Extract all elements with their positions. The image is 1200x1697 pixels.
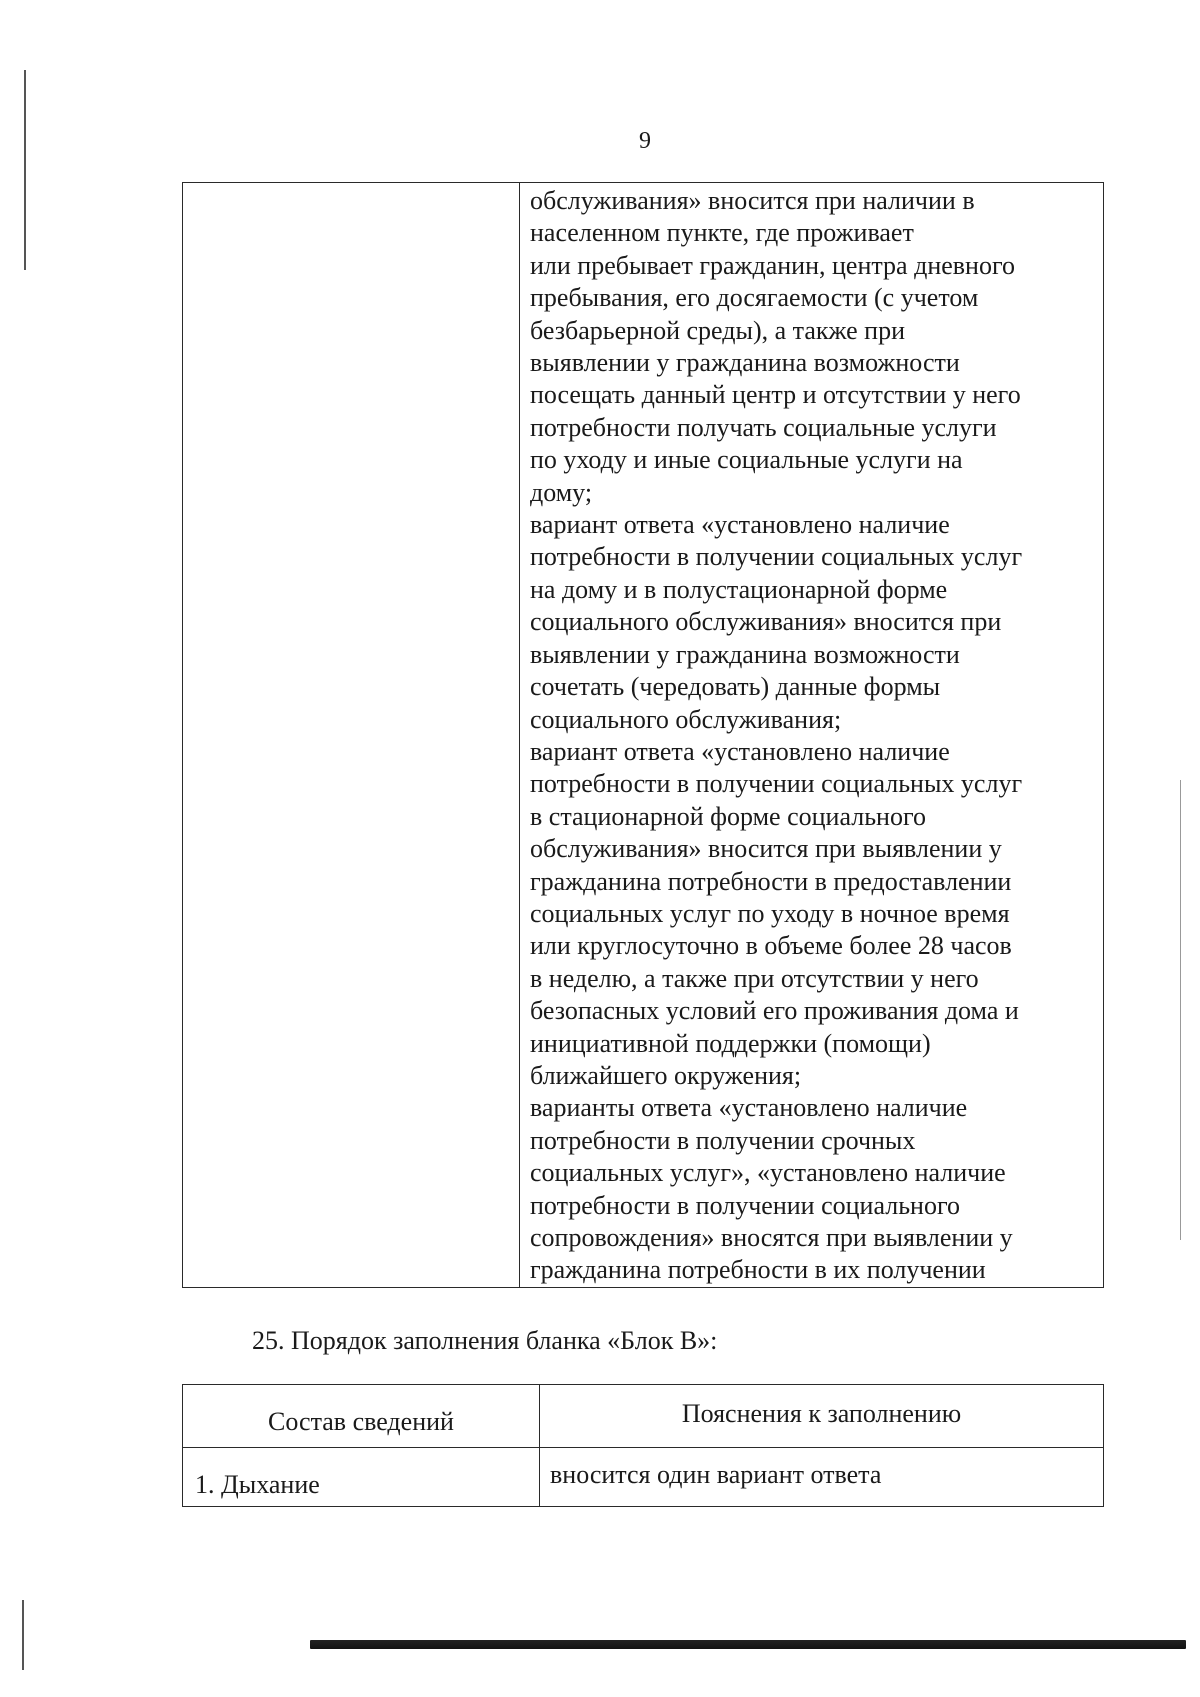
table-cell-explanation: вносится один вариант ответа <box>540 1448 1104 1507</box>
section-heading: 25. Порядок заполнения бланка «Блок В»: <box>252 1326 718 1355</box>
page-number: 9 <box>639 128 651 154</box>
text-line: дому; <box>530 477 593 507</box>
text-line: обслуживания» вносится при наличии в <box>530 186 975 215</box>
text-line: инициативной поддержки (помощи) <box>530 1028 931 1058</box>
text-line: или пребывает гражданин, центра дневного <box>530 250 1015 280</box>
text-line: сочетать (чередовать) данные формы <box>530 672 941 702</box>
continued-table <box>182 182 1104 1288</box>
text-line: гражданина потребности в предоставлении <box>530 866 1012 896</box>
text-line: социальных услуг по уходу в ночное время <box>530 898 1010 928</box>
column-header-composition: Состав сведений <box>183 1385 540 1448</box>
column-header-explanations: Пояснения к заполнению <box>540 1385 1104 1448</box>
text-line: в стационарной форме социального <box>530 801 926 831</box>
text-line: в неделю, а также при отсутствии у него <box>530 963 979 993</box>
text-line: на дому и в полустационарной форме <box>530 574 948 604</box>
table-cell-item: 1. Дыхание <box>183 1448 540 1507</box>
text-line: вариант ответа «установлено наличие <box>530 510 950 540</box>
text-line: обслуживания» вносится при выявлении у <box>530 834 1002 864</box>
table-cell-empty <box>183 183 520 1288</box>
block-b-table <box>182 1384 1104 1507</box>
text-line: потребности в получении социального <box>530 1190 960 1220</box>
text-line: выявлении у гражданина возможности <box>530 639 960 669</box>
text-line: населенном пункте, где проживает <box>530 218 914 248</box>
text-line: варианты ответа «установлено наличие <box>530 1093 968 1123</box>
text-line: социальных услуг», «установлено наличие <box>530 1158 1006 1188</box>
bottom-rule <box>310 1640 1186 1649</box>
scan-edge-mark-top <box>24 70 26 270</box>
text-line: потребности получать социальные услуги <box>530 412 997 442</box>
text-line: безбарьерной среды), а также при <box>530 315 905 345</box>
text-line: пребывания, его досягаемости (с учетом <box>530 283 979 313</box>
text-line: или круглосуточно в объеме более 28 часов <box>530 931 1012 961</box>
text-line: потребности в получении срочных <box>530 1125 916 1155</box>
table-row <box>183 1448 1104 1507</box>
text-line: вариант ответа «установлено наличие <box>530 736 950 766</box>
scan-edge-mark-right <box>1180 780 1181 1240</box>
text-line: выявлении у гражданина возможности <box>530 348 960 378</box>
text-line: безопасных условий его проживания дома и <box>530 996 1019 1026</box>
scan-edge-mark-bottom <box>22 1600 24 1670</box>
text-line: по уходу и иные социальные услуги на <box>530 445 963 475</box>
text-line: социального обслуживания» вносится при <box>530 607 1002 637</box>
text-line: гражданина потребности в их получении <box>530 1255 986 1285</box>
text-line: потребности в получении социальных услуг <box>530 769 1023 799</box>
table-cell-explanation <box>520 183 1104 1288</box>
text-line: потребности в получении социальных услуг <box>530 542 1023 572</box>
text-line: сопровождения» вносятся при выявлении у <box>530 1223 1013 1252</box>
text-line: посещать данный центр и отсутствии у него <box>530 380 1021 410</box>
table-header-row <box>183 1385 1104 1448</box>
text-line: ближайшего окружения; <box>530 1060 802 1090</box>
text-line: социального обслуживания; <box>530 704 842 734</box>
table-row <box>183 183 1104 1288</box>
